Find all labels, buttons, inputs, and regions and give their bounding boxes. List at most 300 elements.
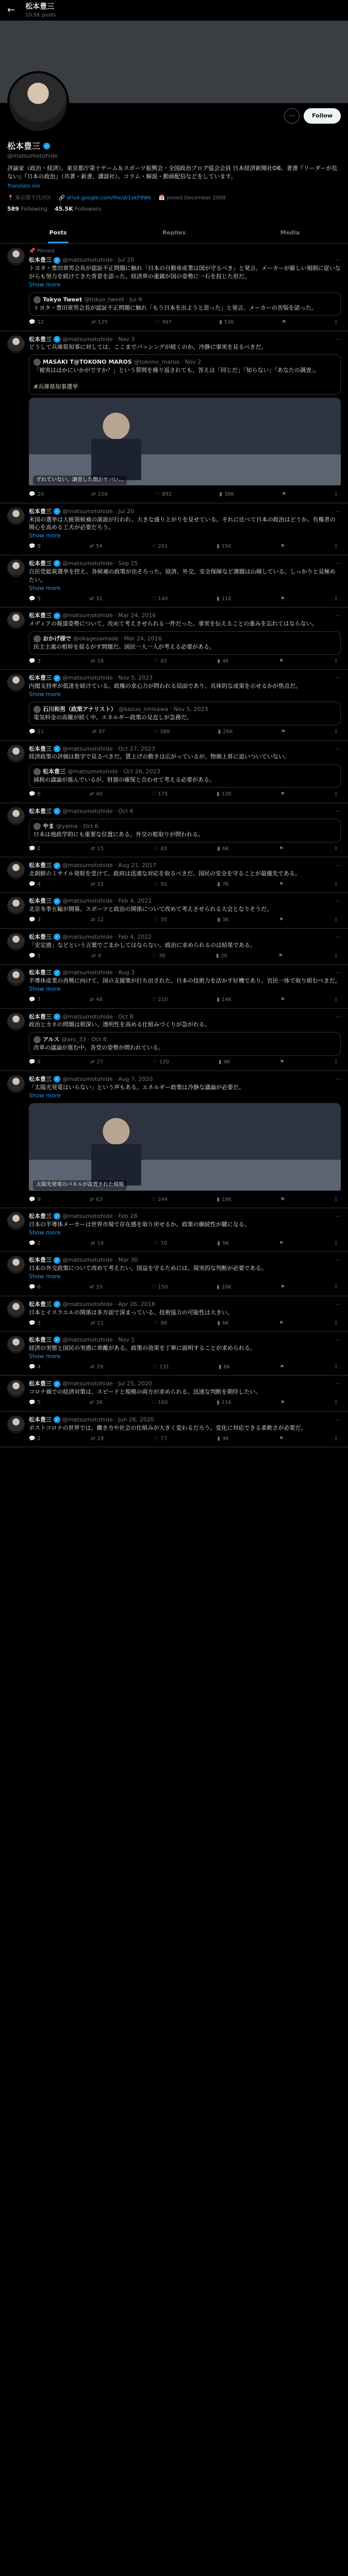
share-button[interactable]: [334, 728, 338, 736]
tweet-author-name[interactable]: 松本豊三: [29, 1013, 52, 1020]
tweet-author-name[interactable]: 松本豊三: [29, 1416, 52, 1423]
tweet-avatar[interactable]: [7, 1300, 25, 1318]
reply-count: 11: [37, 729, 44, 735]
tweet[interactable]: [0, 244, 348, 331]
repost-count: 31: [95, 596, 103, 602]
tweet-author-name[interactable]: 松本豊三: [29, 897, 52, 905]
views-button[interactable]: [217, 1399, 231, 1407]
repost-count: 14: [97, 1240, 104, 1246]
tweet-author-name[interactable]: 松本豊三: [29, 507, 52, 515]
reply-button[interactable]: [29, 1240, 41, 1248]
like-button[interactable]: [154, 1240, 168, 1248]
website-link[interactable]: drive.google.com/file/d/1xkF9Wk: [67, 195, 152, 201]
repost-button[interactable]: [91, 917, 104, 924]
tweet-avatar[interactable]: [7, 1416, 25, 1433]
share-button[interactable]: [334, 1284, 338, 1292]
views-button[interactable]: [218, 658, 229, 666]
tweet-author-name[interactable]: 松本豊三: [29, 1075, 52, 1082]
tweet-handle-time[interactable]: @matsumotohide · Jul 20: [62, 507, 134, 515]
like-button[interactable]: [154, 917, 168, 924]
bookmark-button[interactable]: [281, 491, 286, 499]
reply-count: 4: [37, 1364, 41, 1370]
repost-button[interactable]: [90, 596, 103, 603]
share-button[interactable]: [334, 1240, 338, 1248]
quoted-tweet[interactable]: [29, 702, 341, 725]
tweet-author-name[interactable]: 松本豊三: [29, 745, 52, 752]
repost-button[interactable]: [90, 1196, 103, 1204]
reply-button[interactable]: [29, 996, 41, 1004]
reply-button[interactable]: [29, 1059, 41, 1066]
tweet[interactable]: [0, 929, 348, 964]
like-button[interactable]: [151, 596, 168, 603]
bookmark-button[interactable]: [279, 658, 284, 666]
repost-button[interactable]: [91, 845, 104, 853]
repost-icon: ⇄: [89, 1196, 94, 1202]
tweet-avatar[interactable]: [7, 248, 25, 265]
tweet-handle-time[interactable]: @matsumotohide · Aug 7, 2020: [62, 1075, 153, 1082]
share-button[interactable]: [334, 596, 338, 603]
bookmark-button[interactable]: [279, 917, 284, 924]
reply-button[interactable]: [29, 953, 41, 960]
tweet-author-name[interactable]: 松本豊三: [29, 674, 52, 682]
like-button[interactable]: [151, 791, 168, 799]
reply-button[interactable]: [29, 1320, 41, 1328]
tweet-avatar[interactable]: [7, 745, 25, 762]
tweet-avatar[interactable]: [7, 1256, 25, 1274]
tweet-handle-time[interactable]: @matsumotohide · Jul 20: [62, 257, 134, 264]
share-button[interactable]: [334, 543, 338, 551]
profile-avatar[interactable]: [7, 71, 69, 133]
repost-button[interactable]: [90, 1364, 103, 1371]
bookmark-button[interactable]: [280, 791, 285, 799]
tweet-avatar[interactable]: [7, 861, 25, 879]
heart-icon: ♡: [154, 1320, 159, 1326]
tweet-more-icon[interactable]: ⋯: [335, 1416, 341, 1423]
like-button[interactable]: [154, 1435, 168, 1443]
tweet-avatar[interactable]: [7, 933, 25, 951]
more-options-button[interactable]: [284, 108, 300, 124]
tweet-more-icon[interactable]: ⋯: [335, 1380, 341, 1387]
views-icon: ▮: [217, 1240, 221, 1246]
tweet-handle-time[interactable]: @matsumotohide · Aug 3: [62, 969, 135, 976]
tweet-handle-time[interactable]: @matsumotohide · Oct 6: [62, 807, 134, 815]
reply-button[interactable]: [29, 845, 41, 853]
like-button[interactable]: [153, 1059, 169, 1066]
tab-media[interactable]: Media: [280, 229, 300, 236]
like-button[interactable]: [151, 996, 168, 1004]
bookmark-button[interactable]: [280, 1196, 285, 1204]
bookmark-button[interactable]: [278, 953, 283, 960]
show-more-link[interactable]: Show more: [29, 1092, 61, 1099]
tweet-handle-time[interactable]: @matsumotohide · Feb 28: [62, 1213, 138, 1219]
profile-bio: 評論家（政治・経済）、東京都庁第十ゲーム＆スポーツ振興会・全国政治ブログ協会会員 日本経済新聞社OB。著書『リーダーが危ない』『日本の政治』（共著・新書、講談社）。コラム・解説・動画配信などをしています。: [7, 165, 338, 180]
tweet-more-icon[interactable]: ⋯: [335, 862, 341, 869]
reply-button[interactable]: [29, 1435, 41, 1443]
tweet-avatar[interactable]: [7, 1013, 25, 1030]
reply-button[interactable]: [29, 1196, 41, 1204]
views-button[interactable]: [216, 953, 227, 960]
bookmark-button[interactable]: [281, 728, 286, 736]
tweet-more-icon[interactable]: ⋯: [335, 507, 341, 515]
tweet[interactable]: [0, 670, 348, 740]
share-button[interactable]: [334, 491, 338, 499]
media-caption: 太陽光発電のパネルが設置された現場: [33, 1180, 127, 1190]
views-button[interactable]: [217, 596, 231, 603]
share-button[interactable]: [334, 658, 338, 666]
reply-icon: 💬: [29, 492, 36, 498]
show-more-link[interactable]: Show more: [29, 1273, 61, 1280]
repost-button[interactable]: [91, 1240, 104, 1248]
repost-button[interactable]: [91, 319, 107, 327]
reply-button[interactable]: [29, 543, 41, 551]
bookmark-button[interactable]: [280, 596, 285, 603]
like-button[interactable]: [154, 845, 168, 853]
repost-button[interactable]: [90, 543, 103, 551]
tweet-actions: [29, 1284, 338, 1292]
tweet-text: コロナ禍での経済対策は、スピードと規模の両方が求められる。迅速な判断を期待したい。: [29, 1388, 261, 1396]
share-button[interactable]: [334, 1320, 338, 1328]
share-button[interactable]: [334, 1399, 338, 1407]
tweet[interactable]: [0, 503, 348, 555]
tweet-handle-time[interactable]: @matsumotohide · Sep 25: [62, 560, 138, 567]
like-button[interactable]: [152, 953, 165, 960]
show-more-link[interactable]: Show more: [29, 1352, 61, 1360]
followers-stat[interactable]: [55, 205, 102, 213]
bookmark-button[interactable]: [280, 1364, 285, 1371]
share-button[interactable]: [334, 791, 338, 799]
like-count: 467: [162, 319, 172, 325]
tweet-more-icon[interactable]: ⋯: [335, 745, 341, 752]
show-more-link[interactable]: Show more: [29, 584, 61, 591]
tweet[interactable]: [0, 1208, 348, 1252]
tweet-avatar[interactable]: [7, 1336, 25, 1353]
repost-button[interactable]: [90, 1399, 103, 1407]
share-button[interactable]: [334, 1196, 338, 1204]
tweet-author-name[interactable]: 松本豊三: [29, 1257, 52, 1264]
bookmark-button[interactable]: [279, 845, 284, 853]
reply-button[interactable]: [29, 596, 41, 603]
tweet-more-icon[interactable]: ⋯: [335, 335, 341, 343]
tweet-author-name[interactable]: 松本豊三: [29, 1380, 52, 1387]
reply-button[interactable]: [29, 881, 41, 889]
tweet-more-icon[interactable]: ⋯: [335, 969, 341, 976]
tweet-avatar[interactable]: [7, 1075, 25, 1093]
bookmark-button[interactable]: [280, 1284, 285, 1292]
quoted-tweet[interactable]: [29, 354, 341, 395]
show-more-link[interactable]: Show more: [29, 691, 61, 698]
views-button[interactable]: [218, 1320, 229, 1328]
tweet-author-name[interactable]: 松本豊三: [29, 1300, 52, 1308]
views-button[interactable]: [218, 845, 229, 853]
tweet-handle-time[interactable]: @matsumotohide · Apr 26, 2018: [62, 1300, 155, 1308]
bookmark-icon: ⚑: [280, 1284, 285, 1291]
tweet-more-icon[interactable]: ⋯: [335, 1300, 341, 1308]
share-icon: ⇪: [334, 658, 338, 664]
like-button[interactable]: [151, 1196, 168, 1204]
views-button[interactable]: [217, 791, 231, 799]
tweet-avatar[interactable]: [7, 612, 25, 629]
tweet-more-icon[interactable]: ⋯: [335, 674, 341, 682]
tweet-handle-time[interactable]: @matsumotohide · Nov 3: [62, 335, 135, 343]
bookmark-button[interactable]: [280, 996, 285, 1004]
like-count: 244: [158, 1196, 168, 1202]
reply-button[interactable]: [29, 728, 44, 736]
repost-icon: ⇄: [91, 658, 95, 664]
tweet-avatar[interactable]: [7, 674, 25, 691]
tweet-handle-time[interactable]: @matsumotohide · Nov 1: [62, 1336, 135, 1343]
follow-button[interactable]: Follow: [304, 108, 341, 124]
tweet[interactable]: [0, 741, 348, 803]
tweet-more-icon[interactable]: ⋯: [335, 807, 341, 815]
tweet-author-name[interactable]: 松本豊三: [29, 612, 52, 619]
show-more-link[interactable]: Show more: [29, 1229, 61, 1236]
tweet[interactable]: [0, 803, 348, 857]
tweet-text: 経済政策の評価は数字で見るべきだ。賃上げの動きは広がっているが、物価上昇に追いついていない。: [29, 753, 290, 760]
tweet-author-name[interactable]: 松本豊三: [29, 257, 52, 264]
share-button[interactable]: [334, 953, 338, 960]
tweet-author-name[interactable]: 松本豊三: [29, 933, 52, 940]
views-button[interactable]: [218, 728, 233, 736]
repost-button[interactable]: [91, 881, 104, 889]
tweet-handle-time[interactable]: @matsumotohide · Oct 8: [62, 1013, 134, 1020]
tweet-more-icon[interactable]: ⋯: [335, 897, 341, 905]
quote-avatar: [34, 635, 41, 642]
quoted-tweet[interactable]: [29, 1032, 341, 1056]
tweet-handle-time[interactable]: @matsumotohide · Oct 27, 2023: [62, 745, 155, 752]
tweet-handle-time[interactable]: @matsumotohide · Feb 4, 2022: [62, 897, 152, 905]
like-button[interactable]: [154, 881, 168, 889]
tweet-author-name[interactable]: 松本豊三: [29, 1213, 52, 1219]
like-button[interactable]: [151, 543, 168, 551]
translate-bio-link[interactable]: Translate bio: [7, 183, 40, 189]
views-icon: ▮: [216, 953, 219, 959]
heart-icon: ♡: [151, 1196, 156, 1202]
tweet-media[interactable]: [29, 398, 341, 488]
tweet[interactable]: [0, 1376, 348, 1411]
views-button[interactable]: [217, 1284, 231, 1292]
tweet-author-name[interactable]: 松本豊三: [29, 1336, 52, 1343]
tweet-author-name[interactable]: 松本豊三: [29, 807, 52, 815]
show-more-link[interactable]: Show more: [29, 281, 61, 289]
repost-button[interactable]: [91, 658, 104, 666]
repost-button[interactable]: [91, 1435, 104, 1443]
repost-button[interactable]: [91, 491, 107, 499]
tab-replies[interactable]: Replies: [162, 229, 186, 236]
bookmark-button[interactable]: [279, 1320, 284, 1328]
tweet-handle-time[interactable]: @matsumotohide · Nov 5, 2023: [62, 674, 153, 682]
repost-icon: ⇄: [91, 1240, 95, 1246]
reply-button[interactable]: [29, 917, 41, 924]
show-more-link[interactable]: Show more: [29, 986, 61, 993]
tweet[interactable]: [0, 1009, 348, 1071]
tweet-avatar[interactable]: [7, 507, 25, 525]
views-button[interactable]: [219, 1059, 230, 1066]
like-button[interactable]: [154, 658, 168, 666]
like-button[interactable]: [153, 728, 170, 736]
bookmark-button[interactable]: [280, 543, 285, 551]
tweet-more-icon[interactable]: ⋯: [335, 1336, 341, 1343]
heart-icon: ♡: [155, 492, 160, 498]
tweet-more-icon[interactable]: ⋯: [335, 1213, 341, 1219]
like-count: 77: [160, 1435, 168, 1442]
quoted-tweet[interactable]: [29, 631, 341, 655]
reply-button[interactable]: [29, 319, 44, 327]
share-icon: ⇪: [334, 319, 338, 325]
share-button[interactable]: [334, 1364, 338, 1371]
share-icon: ⇪: [334, 544, 338, 550]
tweet-actions: [29, 1240, 338, 1248]
share-icon: ⇪: [334, 1240, 338, 1246]
share-button[interactable]: [334, 1435, 338, 1443]
reply-button[interactable]: [29, 791, 41, 799]
tweet-avatar[interactable]: [7, 807, 25, 825]
bookmark-button[interactable]: [279, 1435, 284, 1443]
tweet-more-icon[interactable]: ⋯: [335, 1013, 341, 1020]
tweet-actions: [29, 1435, 338, 1443]
tweet[interactable]: [0, 555, 348, 607]
like-button[interactable]: [154, 1320, 168, 1328]
views-button[interactable]: [218, 1435, 229, 1443]
repost-count: 19: [97, 1435, 104, 1442]
views-count: 7K: [222, 881, 229, 887]
bookmark-icon: ⚑: [279, 917, 284, 923]
repost-button[interactable]: [90, 791, 103, 799]
share-button[interactable]: [334, 917, 338, 924]
repost-count: 9: [97, 953, 102, 959]
reply-button[interactable]: [29, 491, 44, 499]
show-more-link[interactable]: Show more: [29, 532, 61, 539]
repost-count: 36: [95, 1400, 103, 1406]
tweet-author-name[interactable]: 松本豊三: [29, 862, 52, 869]
tweet-avatar[interactable]: [7, 1380, 25, 1397]
views-button[interactable]: [217, 1196, 231, 1204]
tweet-avatar[interactable]: [7, 897, 25, 914]
tweet-more-icon[interactable]: ⋯: [335, 560, 341, 567]
website[interactable]: 🔗 drive.google.com/file/d/1xkF9Wk: [58, 195, 152, 201]
share-button[interactable]: [334, 996, 338, 1004]
tweet[interactable]: [0, 1412, 348, 1447]
tweet[interactable]: [0, 1071, 348, 1208]
tweet[interactable]: [0, 1252, 348, 1296]
tweet[interactable]: [0, 1332, 348, 1376]
like-button[interactable]: [151, 1284, 168, 1292]
bookmark-button[interactable]: [279, 1240, 284, 1248]
like-button[interactable]: [153, 1364, 169, 1371]
views-button[interactable]: [217, 543, 231, 551]
tweet-text: 「安定感」などという言葉でごまかしてはならない。政治に求められるのは結果である。: [29, 941, 256, 948]
quote-author: おかげ様で: [43, 635, 71, 642]
tweet-more-icon[interactable]: ⋯: [335, 1075, 341, 1082]
tweet-avatar[interactable]: [7, 1212, 25, 1230]
quoted-tweet[interactable]: [29, 764, 341, 788]
views-button[interactable]: [218, 881, 229, 889]
reply-button[interactable]: [29, 1364, 41, 1371]
tweet-avatar[interactable]: [7, 335, 25, 353]
share-button[interactable]: [334, 881, 338, 889]
tweet-handle-time[interactable]: @matsumotohide · Mar 30: [62, 1257, 138, 1264]
bookmark-icon: ⚑: [278, 953, 284, 959]
tweet[interactable]: [0, 893, 348, 928]
tweet-avatar[interactable]: [7, 969, 25, 986]
tweet-more-icon[interactable]: ⋯: [335, 612, 341, 619]
reply-count: 4: [37, 881, 41, 887]
tab-posts[interactable]: Posts: [0, 223, 116, 243]
views-button[interactable]: [218, 1240, 229, 1248]
tweet-more-icon[interactable]: ⋯: [335, 1257, 341, 1264]
tweet-handle-time[interactable]: @matsumotohide · Jun 26, 2020: [62, 1416, 154, 1423]
back-arrow-icon[interactable]: ←: [7, 4, 15, 15]
repost-icon: ⇄: [89, 1284, 94, 1291]
bookmark-button[interactable]: [281, 319, 286, 327]
share-button[interactable]: [334, 319, 338, 327]
repost-button[interactable]: [90, 1059, 103, 1066]
tweet-handle-time[interactable]: @matsumotohide · Mar 24, 2016: [62, 612, 156, 619]
like-button[interactable]: [155, 319, 172, 327]
quote-text: 減税の議論が進んでいるが、財源の確保と合わせて考える必要がある。: [34, 776, 215, 784]
repost-button[interactable]: [91, 1320, 104, 1328]
tweet[interactable]: [0, 964, 348, 1008]
views-icon: ▮: [217, 881, 221, 887]
quote-author: アルス: [43, 1036, 60, 1043]
tweet-author-name[interactable]: 松本豊三: [29, 969, 52, 976]
reply-button[interactable]: [29, 658, 41, 666]
like-button[interactable]: [155, 491, 172, 499]
tweet-author-name[interactable]: 松本豊三: [29, 560, 52, 567]
repost-button[interactable]: [91, 953, 101, 960]
views-button[interactable]: [219, 491, 234, 499]
reply-button[interactable]: [29, 1284, 41, 1292]
views-button[interactable]: [219, 1364, 230, 1371]
repost-button[interactable]: [92, 728, 105, 736]
tweet-handle-time[interactable]: @matsumotohide · Jul 25, 2020: [62, 1380, 152, 1387]
tweet[interactable]: [0, 607, 348, 670]
tweet[interactable]: [0, 1296, 348, 1332]
views-count: 38K: [224, 492, 235, 498]
share-button[interactable]: [334, 1059, 338, 1066]
bookmark-button[interactable]: [279, 881, 284, 889]
tweet-avatar[interactable]: [7, 560, 25, 577]
location-text: 東京都千代田区: [15, 195, 52, 201]
share-button[interactable]: [334, 845, 338, 853]
tweet-handle-time[interactable]: @matsumotohide · Feb 4, 2022: [62, 933, 152, 940]
tweet-more-icon[interactable]: ⋯: [335, 933, 341, 940]
views-button[interactable]: [218, 917, 229, 924]
tweet[interactable]: [0, 331, 348, 503]
repost-button[interactable]: [90, 1284, 103, 1292]
heart-icon: ♡: [151, 596, 156, 602]
repost-button[interactable]: [90, 996, 103, 1004]
views-button[interactable]: [217, 996, 231, 1004]
tweet-media[interactable]: [29, 1103, 341, 1193]
views-button[interactable]: [219, 319, 234, 327]
tweet-author-name[interactable]: 松本豊三: [29, 335, 52, 343]
tweet[interactable]: [0, 857, 348, 893]
like-count: 83: [160, 845, 168, 852]
quoted-tweet[interactable]: [29, 292, 341, 316]
reply-button[interactable]: [29, 1399, 41, 1407]
tweet-handle-time[interactable]: @matsumotohide · Aug 21, 2017: [62, 862, 157, 869]
like-count: 91: [160, 881, 168, 887]
following-stat[interactable]: [7, 205, 47, 213]
tweet-more-icon[interactable]: ⋯: [335, 257, 341, 264]
bookmark-button[interactable]: [280, 1399, 285, 1407]
like-button[interactable]: [151, 1399, 168, 1407]
bookmark-button[interactable]: [280, 1059, 285, 1066]
views-icon: ▮: [217, 917, 221, 923]
verified-badge-icon: ✓: [54, 508, 60, 515]
tweet-actions: [29, 1399, 338, 1407]
quoted-tweet[interactable]: [29, 819, 341, 842]
